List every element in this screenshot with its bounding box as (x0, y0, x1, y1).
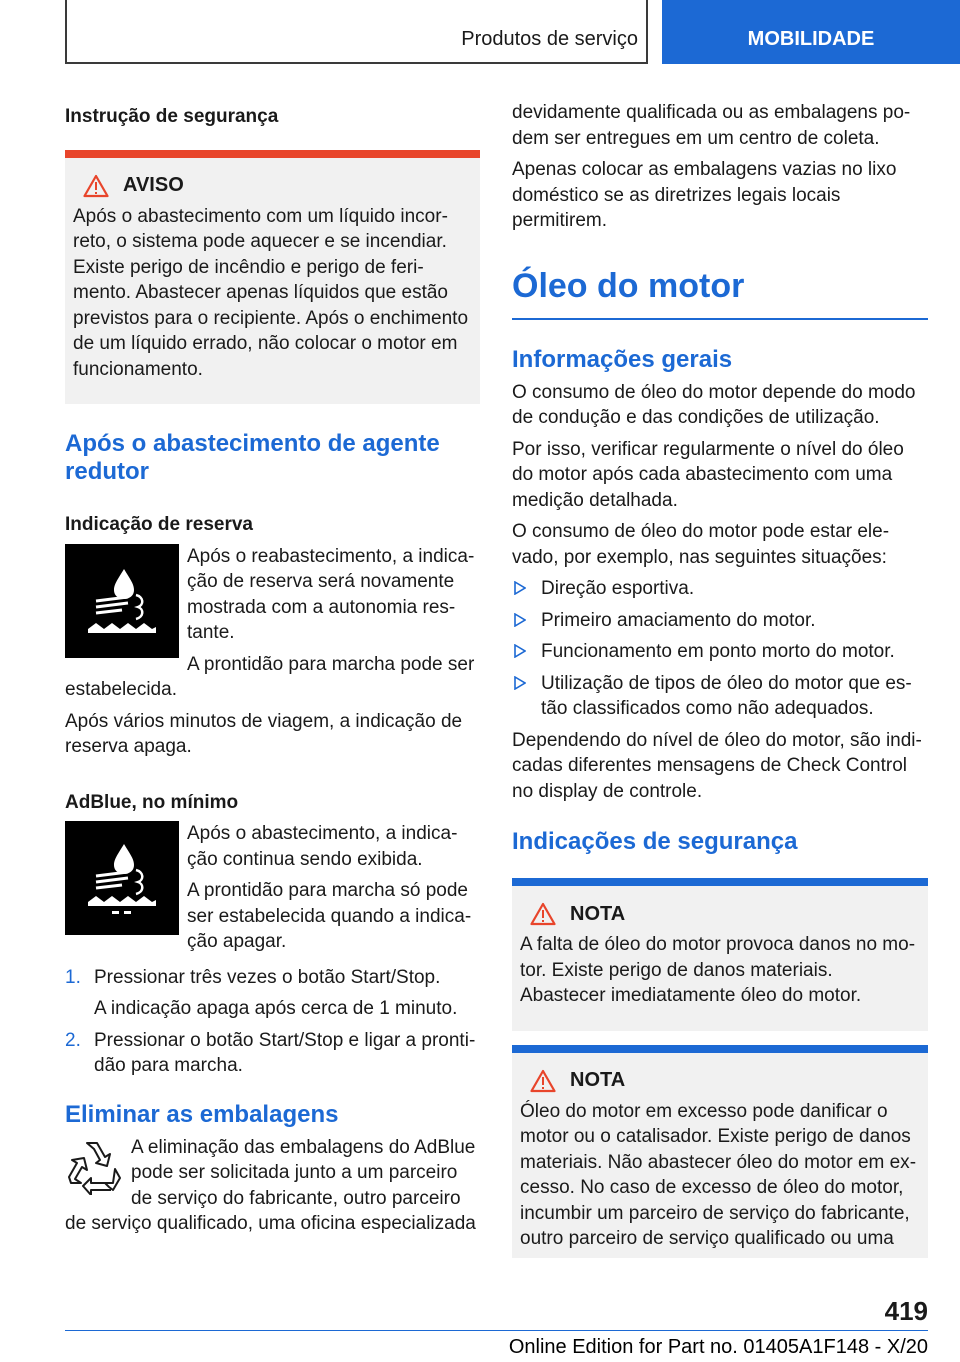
warning-text: Após o abastecimento com um líquido incorreto, o sistema pode aquecer e se incendiar. Existe perigo de incêndio e perigo de ferimento. Abastecer apenas líquidos que estão previstos para o recipiente. Após o enchimento de um líquido errado, não colocar o motor em funcionamento. (73, 205, 469, 380)
minimum-block (65, 821, 480, 955)
triangle-bullet-icon (514, 613, 526, 627)
general-info-heading: Informações gerais (512, 345, 733, 373)
minimum-steps (65, 965, 480, 1079)
warning-title: AVISO (123, 174, 184, 196)
list-item: Funcionamento em ponto morto do motor. (512, 639, 928, 665)
reserve-block (65, 544, 480, 760)
right-column (512, 100, 928, 1258)
step-item (65, 965, 480, 1022)
reserve-p3: Após vários minutos de viagem, a indicação de reserva apaga. (65, 710, 463, 757)
header-chapter-tab[interactable]: MOBILIDADE (662, 0, 960, 64)
general-p3: O consumo de óleo do motor pode estar elevado, por exemplo, nas seguintes situações: (512, 521, 890, 568)
general-p2: Por isso, verificar regularmente o nível do óleo do motor após cada abastecimento com uma medição detalhada. (512, 438, 904, 511)
packaging-heading: Eliminar as embalagens (65, 1100, 339, 1128)
packaging-text-continued: devidamente qualificada ou as embalagens podem ser entregues em um centro de coleta. (512, 102, 911, 149)
warning-triangle-icon (83, 174, 109, 198)
warning-title-row (73, 174, 472, 198)
packaging-text: A eliminação das embalagens do AdBlue pode ser solicitada junto a um parceiro de serviço do fabricante, outro parceiro de serviço qualificado, uma oficina especializada (65, 1136, 476, 1234)
list-item: Direção esportiva. (512, 576, 928, 602)
warning-triangle-icon (530, 902, 556, 926)
after-refuel-heading: Após o abastecimento de agente redutor (65, 430, 440, 485)
note-text: A falta de óleo do motor provoca danos no motor. Existe perigo de danos materiais. Abastecer imediatamente óleo do motor. (520, 934, 916, 1006)
step-number: 1. (65, 966, 81, 988)
note-box (512, 1045, 928, 1258)
household-waste-text: Apenas colocar as embalagens vazias no lixo doméstico se as diretrizes legais locais permitirem. (512, 159, 897, 231)
note-title-row (520, 1069, 920, 1093)
reserve-heading: Indicação de reserva (65, 514, 253, 535)
minimum-p1: Após o abastecimento, a indicação continua sendo exibida. (187, 823, 458, 870)
adblue-reserve-icon (65, 544, 179, 658)
triangle-bullet-icon (514, 581, 526, 595)
step-number: 2. (65, 1029, 81, 1051)
triangle-bullet-icon (514, 644, 526, 658)
left-column (65, 100, 480, 1237)
packaging-block (65, 1135, 480, 1237)
recycle-icon (65, 1135, 125, 1195)
footer-rule (65, 1330, 928, 1331)
warning-triangle-icon (530, 1069, 556, 1093)
triangle-bullet-icon (514, 676, 526, 690)
step-result: A indicação apaga após cerca de 1 minuto. (94, 998, 458, 1019)
reserve-p1: Após o reabastecimento, a indicação de reserva será novamente mostrada com a autonomia restante. (187, 545, 475, 643)
step-text: Pressionar três vezes o botão Start/Stop. (94, 966, 441, 988)
general-p4: Dependendo do nível de óleo do motor, são indicadas diferentes mensagens de Check Control no display de controle. (512, 729, 922, 802)
general-p1: O consumo de óleo do motor depende do modo de condução e das condições de utilização. (512, 381, 916, 428)
header-section-title: Produtos de serviço (461, 28, 638, 50)
note-text: Óleo do motor em excesso pode danificar o motor ou o catalisador. Existe perigo de danos materiais. Não abastecer óleo do motor em excesso. No caso de excesso de óleo do motor, incumbir um parceiro de serviço do fabricante, outro parceiro de serviço qualificado ou uma (520, 1100, 917, 1249)
note-title: NOTA (570, 1069, 626, 1091)
minimum-p2: A prontidão para marcha só pode ser estabelecida quando a indicação apagar. (187, 880, 472, 952)
reserve-p2: A prontidão para marcha pode ser estabelecida. (65, 653, 475, 700)
step-item (65, 1028, 480, 1079)
list-item: Primeiro amaciamento do motor. (512, 608, 928, 634)
page-number: 419 (884, 1296, 928, 1326)
engine-oil-heading: Óleo do motor (512, 266, 928, 320)
warning-box (65, 150, 480, 405)
list-item: Utilização de tipos de óleo do motor que estão classificados como não adequados. (512, 671, 928, 722)
situation-list (512, 576, 928, 722)
step-text: Pressionar o botão Start/Stop e ligar a prontidão para marcha. (94, 1029, 476, 1076)
note-title-row (520, 902, 920, 926)
safety-notes-heading: Indicações de segurança (512, 828, 798, 855)
minimum-heading: AdBlue, no mínimo (65, 791, 239, 813)
safety-instruction-heading: Instrução de segurança (65, 106, 279, 127)
adblue-minimum-icon (65, 821, 179, 935)
note-box (512, 878, 928, 1031)
edition-text: Online Edition for Part no. 01405A1F148 - X/20 (508, 1336, 928, 1358)
note-title: NOTA (570, 902, 626, 925)
